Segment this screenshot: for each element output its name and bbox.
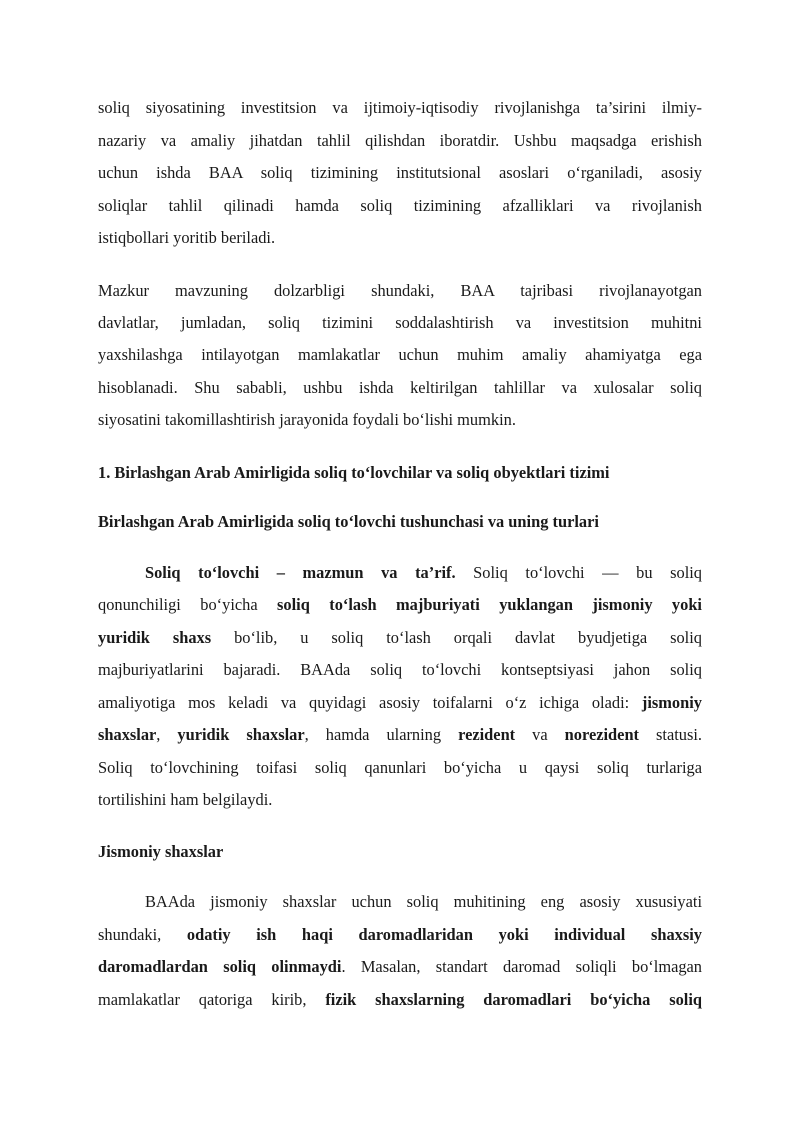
paragraph-2-line-2: davlatlar, jumladan, soliq tizimini soddalashtirish va investitsion muhitni — [98, 313, 702, 332]
paragraph-2-line-4: hisoblanadi. Shu sababli, ushbu ishda keltirilgan tahlillar va xulosalar soliq — [98, 378, 702, 397]
paragraph-4-line-4: mamlakatlar qatoriga kirib, fizik shaxslarning daromadlari bo‘yicha soliq — [98, 990, 702, 1009]
paragraph-3-line-6: shaxslar, yuridik shaxslar, hamda ularning rezident va norezident statusi. — [98, 725, 703, 744]
paragraph-1-line-3: uchun ishda BAA soliq tizimining institutsional asoslari o‘rganiladi, asosiy — [98, 163, 702, 182]
paragraph-3-line-7: Soliq to‘lovchining toifasi soliq qanunlari bo‘yicha u qaysi soliq turlariga — [98, 758, 702, 777]
paragraph-1-line-4: soliqlar tahlil qilinadi hamda soliq tizimining afzalliklari va rivojlanish — [98, 196, 702, 215]
paragraph-1-line-1: soliq siyosatining investitsion va ijtimoiy-iqtisodiy rivojlanishga ta’sirini ilmiy- — [98, 98, 702, 117]
paragraph-3-line-5: amaliyotiga mos keladi va quyidagi asosiy toifalarni o‘z ichiga oladi: jismoniy — [98, 693, 702, 712]
paragraph-4-line-3: daromadlardan soliq olinmaydi. Masalan, standart daromad soliqli bo‘lmagan — [98, 957, 703, 976]
paragraph-3-line-2: qonunchiligi bo‘yicha soliq to‘lash majburiyati yuklangan jismoniy yoki — [98, 595, 702, 614]
paragraph-3-line-1: Soliq to‘lovchi – mazmun va ta’rif. Soliq to‘lovchi — bu soliq — [145, 563, 702, 582]
section-heading: 1. Birlashgan Arab Amirligida soliq to‘lovchilar va soliq obyektlari tizimi — [98, 463, 610, 482]
term-definition-bold: Soliq to‘lovchi – mazmun va ta’rif. — [145, 563, 456, 582]
paragraph-4-line-2: shundaki, odatiy ish haqi daromadlaridan yoki individual shaxsiy — [98, 925, 702, 944]
paragraph-4-line-1: BAAda jismoniy shaxslar uchun soliq muhitining eng asosiy xususiyati — [145, 892, 702, 911]
jismoniy-heading: Jismoniy shaxslar — [98, 842, 224, 861]
paragraph-1-line-5: istiqbollari yoritib beriladi. — [98, 228, 276, 247]
paragraph-2-line-5: siyosatini takomillashtirish jarayonida foydali bo‘lishi mumkin. — [98, 410, 516, 429]
paragraph-3-line-8: tortilishini ham belgilaydi. — [98, 790, 273, 809]
paragraph-2-line-3: yaxshilashga intilayotgan mamlakatlar uchun muhim amaliy ahamiyatga ega — [98, 345, 702, 364]
paragraph-2-line-1: Mazkur mavzuning dolzarbligi shundaki, BAA tajribasi rivojlanayotgan — [98, 281, 702, 300]
subsection-heading: Birlashgan Arab Amirligida soliq to‘lovchi tushunchasi va uning turlari — [98, 512, 599, 531]
paragraph-3-line-4: majburiyatlarini bajaradi. BAAda soliq to‘lovchi kontseptsiyasi jahon soliq — [98, 660, 702, 679]
paragraph-1-line-2: nazariy va amaliy jihatdan tahlil qilishdan iboratdir. Ushbu maqsadga erishish — [98, 131, 702, 150]
paragraph-3-line-3: yuridik shaxs bo‘lib, u soliq to‘lash orqali davlat byudjetiga soliq — [98, 628, 702, 647]
